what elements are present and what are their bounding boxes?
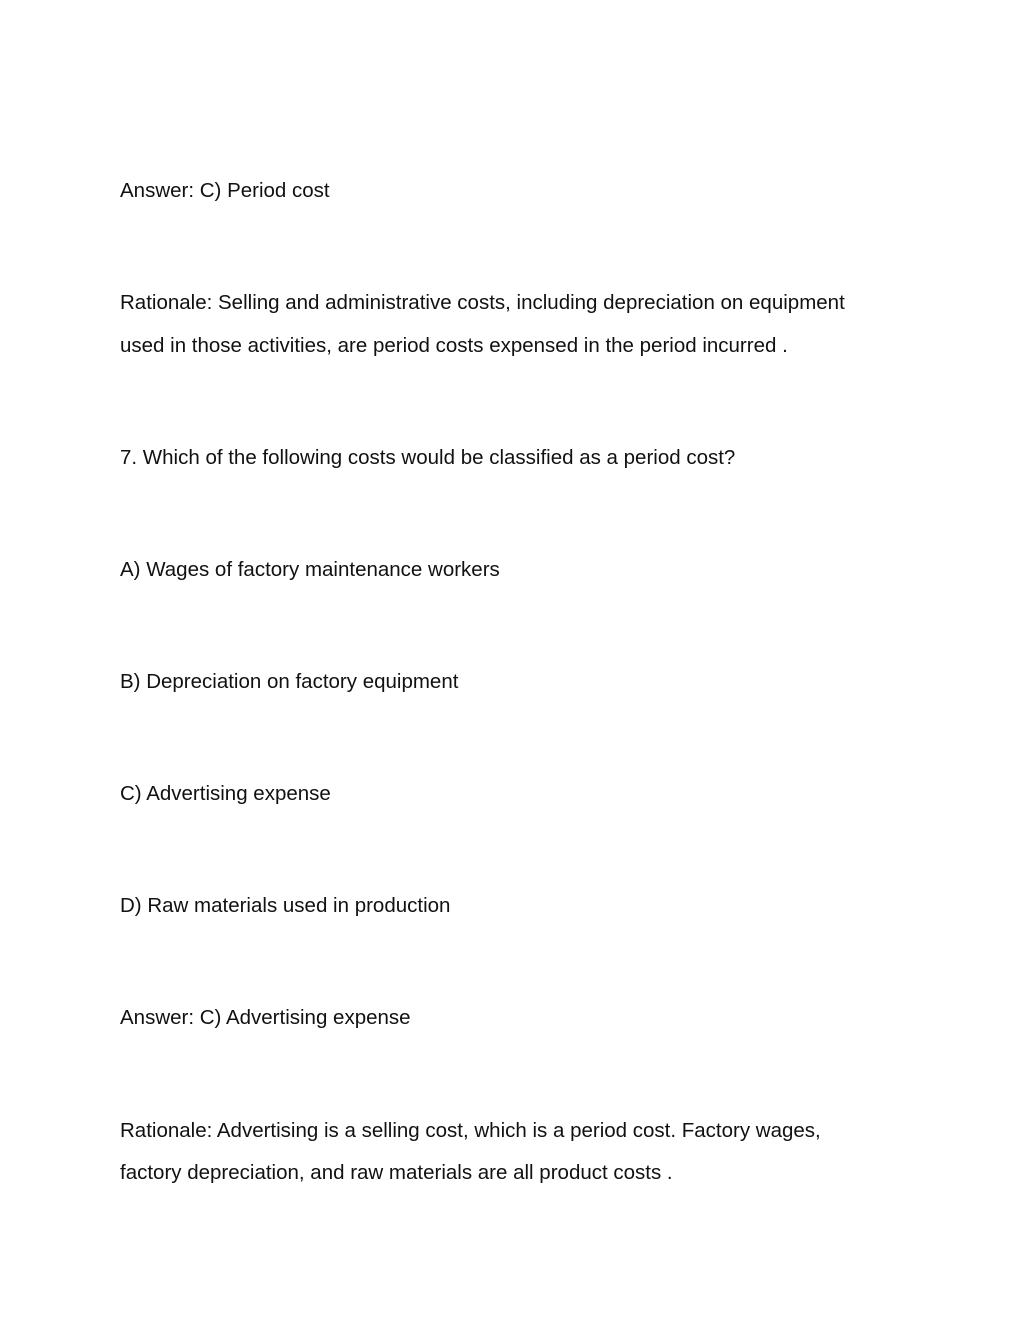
previous-rationale-line-1: Rationale: Selling and administrative costs, including depreciation on equipment [120,291,845,314]
answer: Answer: C) Advertising expense [120,1006,411,1029]
rationale-line-2: factory depreciation, and raw materials are all product costs . [120,1161,673,1184]
previous-answer: Answer: C) Period cost [120,179,330,202]
option-b: B) Depreciation on factory equipment [120,670,459,693]
rationale-line-1: Rationale: Advertising is a selling cost, which is a period cost. Factory wages, [120,1119,821,1142]
option-d: D) Raw materials used in production [120,894,451,917]
option-c: C) Advertising expense [120,782,331,805]
option-a: A) Wages of factory maintenance workers [120,558,500,581]
previous-rationale-line-2: used in those activities, are period costs expensed in the period incurred . [120,334,788,357]
question-7: 7. Which of the following costs would be classified as a period cost? [120,446,736,469]
